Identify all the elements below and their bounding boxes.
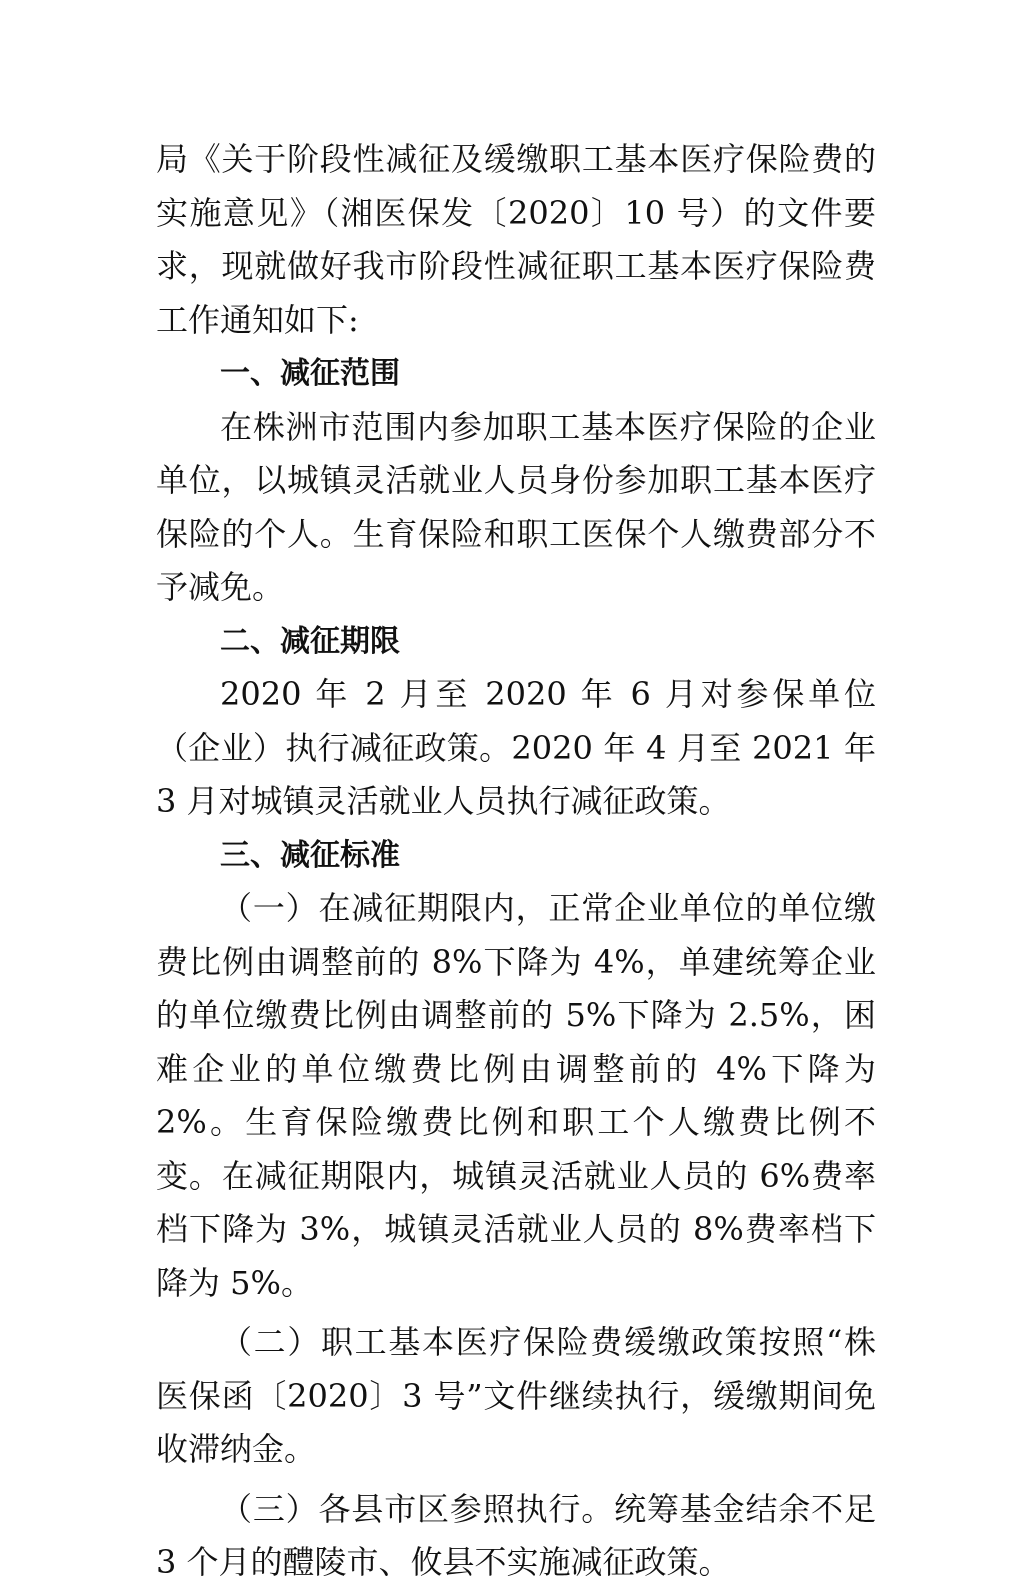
- document-body: [156, 133, 876, 1590]
- scope-paragraph: 在株洲市范围内参加职工基本医疗保险的企业单位，以城镇灵活就业人员身份参加职工基本医疗保险的个人。生育保险和职工医保个人缴费部分不予减免。: [156, 407, 876, 606]
- section-heading-scope: 一、减征范围: [220, 356, 400, 391]
- section-heading-period: 二、减征期限: [220, 623, 400, 659]
- standard-paragraph-2: （二）职工基本医疗保险费缓缴政策按照“株医保函〔2020〕3 号”文件继续执行，缓缴期间免收滞纳金。: [156, 1323, 876, 1468]
- intro-paragraph: 局《关于阶段性减征及缓缴职工基本医疗保险费的实施意见》（湘医保发〔2020〕10 号）的文件要求，现就做好我市阶段性减征职工基本医疗保险费工作通知如下:: [156, 140, 876, 339]
- period-paragraph: 2020 年 2 月至 2020 年 6 月对参保单位（企业）执行减征政策。2020 年 4 月至 2021 年 3 月对城镇灵活就业人员执行减征政策。: [156, 675, 876, 820]
- standard-paragraph-1: （一）在减征期限内，正常企业单位的单位缴费比例由调整前的 8%下降为 4%，单建统筹企业的单位缴费比例由调整前的 5%下降为 2.5%，困难企业的单位缴费比例由调整前的 4%下降为 2%。生育保险缴费比例和职工个人缴费比例不变。在减征期限内，城镇灵活就业人员的 6%费率档下降为 3%，城镇灵活就业人员的 8%费率档下降为 5%。: [156, 889, 876, 1302]
- section-heading-standard: 三、减征标准: [220, 837, 400, 873]
- standard-paragraph-3: （三）各县市区参照执行。统筹基金结余不足 3 个月的醴陵市、攸县不实施减征政策。: [156, 1489, 876, 1581]
